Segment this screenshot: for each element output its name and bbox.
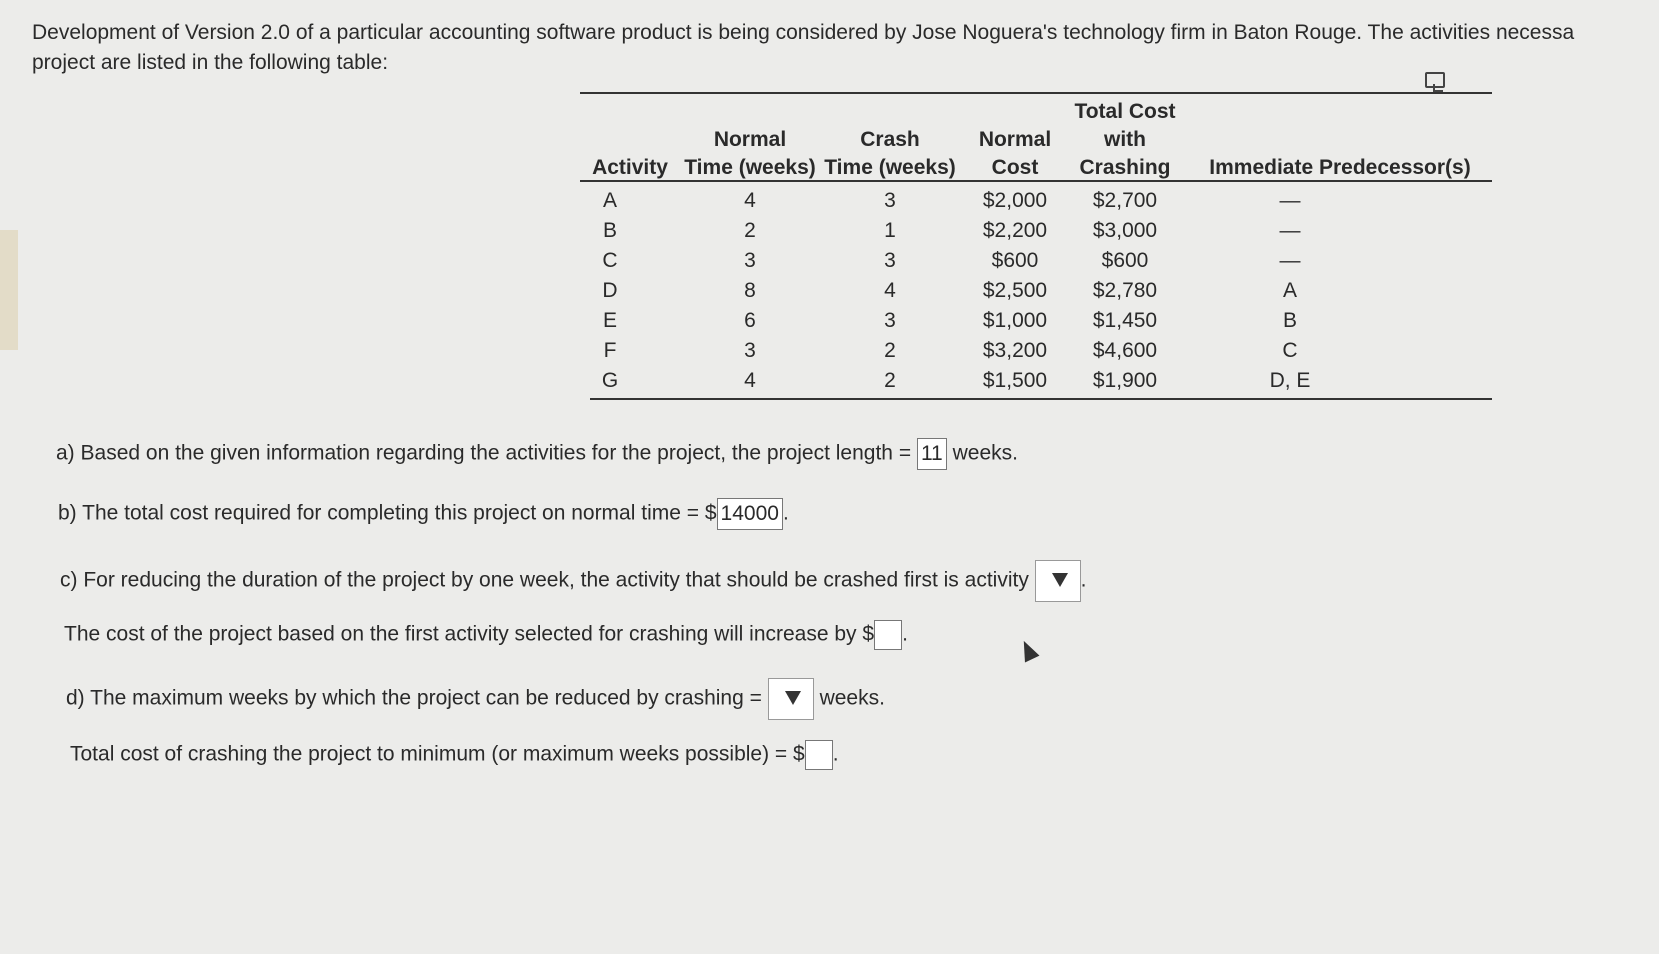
table-cell-normal: 3 bbox=[744, 339, 756, 362]
question-c-text: c) For reducing the duration of the project by one week, the activity that should be crashed first is activity bbox=[60, 568, 1029, 592]
header-normal-cost-1: Normal bbox=[978, 128, 1052, 151]
crash-activity-dropdown[interactable] bbox=[1035, 560, 1081, 602]
table-cell-crash-cost: $3,000 bbox=[1092, 219, 1158, 242]
table-top-rule bbox=[580, 92, 1492, 94]
table-cell-pred: C bbox=[1282, 339, 1298, 362]
header-normal-time-2: Time (weeks) bbox=[684, 156, 816, 179]
question-b bbox=[58, 498, 789, 530]
table-cell-pred: B bbox=[1282, 309, 1297, 332]
table-cell-normal: 4 bbox=[744, 189, 756, 212]
question-c-suffix: . bbox=[1080, 568, 1087, 592]
table-cell-crash: 4 bbox=[884, 279, 896, 302]
table-cell-normal-cost: $2,500 bbox=[982, 279, 1048, 302]
table-cell-activity: B bbox=[602, 219, 617, 242]
question-c2-text: The cost of the project based on the first activity selected for crashing will increase by $ bbox=[64, 622, 875, 646]
question-d bbox=[66, 678, 885, 720]
mouse-cursor-icon bbox=[1017, 638, 1040, 663]
table-cell-normal: 8 bbox=[744, 279, 756, 302]
question-a-text: a) Based on the given information regarding the activities for the project, the project length = bbox=[56, 441, 912, 465]
question-d-text: d) The maximum weeks by which the project can be reduced by crashing = bbox=[66, 686, 762, 710]
copy-icon[interactable] bbox=[1425, 72, 1445, 88]
table-cell-normal: 4 bbox=[744, 369, 756, 392]
question-c bbox=[60, 560, 1087, 602]
left-edge-strip bbox=[0, 230, 18, 350]
header-total-cost-3: Crashing bbox=[1079, 156, 1171, 179]
question-b-text: b) The total cost required for completing this project on normal time = $ bbox=[58, 501, 717, 525]
table-cell-activity: D bbox=[602, 279, 618, 302]
question-c2 bbox=[64, 620, 908, 650]
table-cell-crash-cost: $2,780 bbox=[1092, 279, 1158, 302]
table-cell-pred: — bbox=[1279, 189, 1301, 212]
table-bottom-rule bbox=[590, 398, 1492, 400]
header-normal-time-1: Normal bbox=[713, 128, 787, 151]
table-cell-crash: 2 bbox=[884, 369, 896, 392]
table-cell-pred: A bbox=[1282, 279, 1297, 302]
table-cell-activity: C bbox=[602, 249, 618, 272]
question-a bbox=[56, 438, 1018, 470]
question-a-suffix: weeks. bbox=[952, 441, 1018, 465]
table-cell-crash-cost: $2,700 bbox=[1092, 189, 1158, 212]
table-cell-crash: 2 bbox=[884, 339, 896, 362]
question-d-suffix: weeks. bbox=[819, 686, 885, 710]
question-d2-suffix: . bbox=[832, 742, 839, 766]
table-cell-normal-cost: $1,000 bbox=[982, 309, 1048, 332]
chevron-down-icon bbox=[1052, 573, 1068, 587]
table-cell-crash: 3 bbox=[884, 189, 896, 212]
question-d2-text: Total cost of crashing the project to minimum (or maximum weeks possible) = $ bbox=[70, 742, 805, 766]
table-cell-crash-cost: $4,600 bbox=[1092, 339, 1158, 362]
table-cell-pred: — bbox=[1279, 249, 1301, 272]
table-cell-normal: 2 bbox=[744, 219, 756, 242]
header-total-cost-2: with bbox=[1104, 128, 1146, 151]
table-cell-normal-cost: $1,500 bbox=[982, 369, 1048, 392]
header-activity: Activity bbox=[592, 156, 668, 179]
table-cell-normal: 3 bbox=[744, 249, 756, 272]
intro-line-2: project are listed in the following table: bbox=[32, 51, 389, 74]
table-cell-activity: F bbox=[603, 339, 617, 362]
table-cell-crash: 3 bbox=[884, 249, 896, 272]
table-cell-normal-cost: $3,200 bbox=[982, 339, 1048, 362]
intro-line-1: Development of Version 2.0 of a particular accounting software product is being considered by Jose Noguera's technology firm in Baton Rouge. The activities necessa bbox=[32, 21, 1575, 44]
table-cell-crash-cost: $600 bbox=[1101, 249, 1149, 272]
table-cell-normal-cost: $2,200 bbox=[982, 219, 1048, 242]
table-cell-pred: D, E bbox=[1269, 369, 1311, 392]
table-cell-normal-cost: $2,000 bbox=[982, 189, 1048, 212]
header-normal-cost-2: Cost bbox=[991, 156, 1039, 179]
header-crash-time-2: Time (weeks) bbox=[824, 156, 956, 179]
max-weeks-dropdown[interactable] bbox=[768, 678, 814, 720]
question-b-suffix: . bbox=[782, 501, 789, 525]
header-total-cost-1: Total Cost bbox=[1074, 100, 1176, 123]
header-crash-time-1: Crash bbox=[860, 128, 920, 151]
header-predecessors: Immediate Predecessor(s) bbox=[1209, 156, 1471, 179]
question-d2 bbox=[70, 740, 839, 770]
table-cell-activity: G bbox=[601, 369, 619, 392]
normal-cost-answer[interactable]: 14000 bbox=[717, 498, 783, 530]
table-cell-normal: 6 bbox=[744, 309, 756, 332]
table-cell-crash: 3 bbox=[884, 309, 896, 332]
cost-increase-input[interactable] bbox=[874, 620, 902, 650]
chevron-down-icon bbox=[785, 691, 801, 705]
table-cell-normal-cost: $600 bbox=[991, 249, 1039, 272]
table-cell-pred: — bbox=[1279, 219, 1301, 242]
table-cell-activity: A bbox=[602, 189, 617, 212]
table-cell-crash-cost: $1,900 bbox=[1092, 369, 1158, 392]
table-cell-crash: 1 bbox=[884, 219, 896, 242]
total-crash-cost-input[interactable] bbox=[805, 740, 833, 770]
table-cell-crash-cost: $1,450 bbox=[1092, 309, 1158, 332]
intro-text bbox=[32, 18, 1652, 78]
project-length-answer[interactable]: 11 bbox=[917, 438, 947, 470]
table-cell-activity: E bbox=[602, 309, 617, 332]
question-c2-suffix: . bbox=[902, 622, 908, 646]
